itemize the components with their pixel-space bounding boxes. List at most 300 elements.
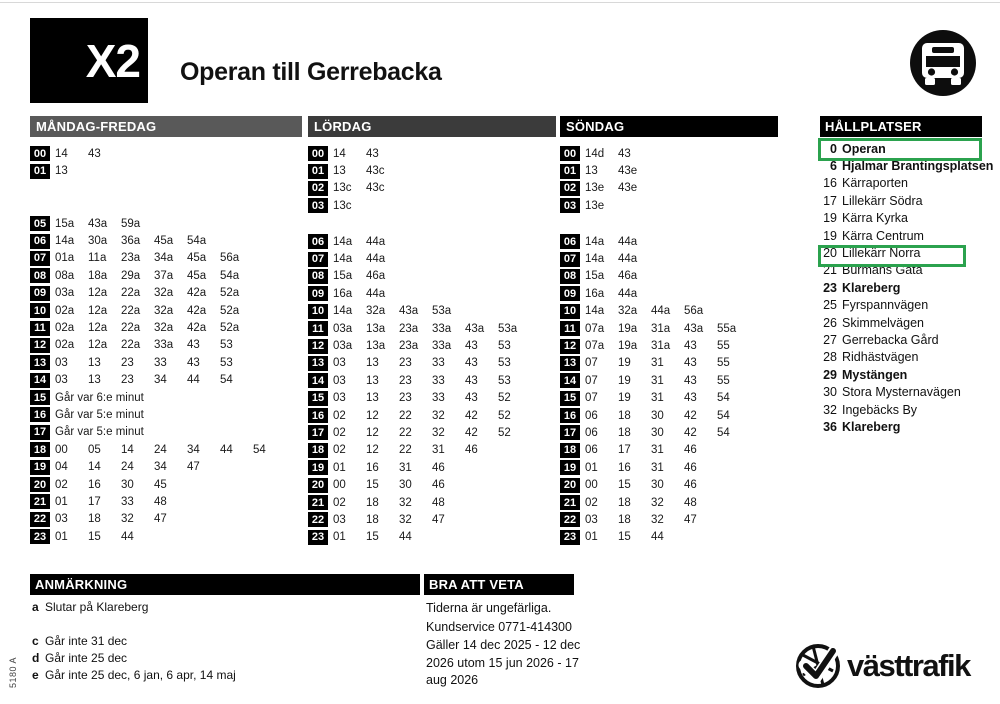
remark-text: Går inte 25 dec [45, 650, 128, 665]
minute-cell: 01 [585, 461, 598, 474]
stop-number: 26 [823, 315, 837, 330]
timetable-column-lordag [308, 116, 556, 544]
minute-cell: 46 [684, 479, 697, 492]
minute-cell: 53 [498, 374, 511, 387]
minute-cell: 08a [55, 269, 75, 282]
stop-item [820, 175, 998, 192]
remarks-list [32, 598, 236, 683]
timetable-row [308, 303, 556, 320]
hour-cell: 23 [30, 529, 50, 544]
minute-cell: 42 [465, 409, 478, 422]
stop-number: 16 [823, 176, 837, 191]
hour-cell: 12 [30, 338, 50, 353]
minute-cell: 43e [618, 165, 638, 178]
hour-cell: 07 [30, 251, 50, 266]
hour-cell: 06 [308, 234, 328, 249]
minute-cell: 14 [121, 443, 134, 456]
minute-cell: 02 [55, 478, 68, 491]
minute-cell: 05 [88, 443, 101, 456]
remarks-panel-title: ANMÄRKNING [30, 574, 420, 595]
minute-cell: 17 [88, 495, 101, 508]
stop-number: 17 [823, 193, 837, 208]
minute-cell: 30 [651, 426, 664, 439]
stop-name: Fyrspannvägen [842, 298, 929, 313]
timetable-row [30, 528, 302, 545]
minute-cell: 00 [55, 443, 68, 456]
minute-cell: 32a [154, 304, 174, 317]
minute-cell: 02a [55, 322, 75, 335]
minute-cell: 03 [55, 374, 68, 387]
minute-cell: 43 [684, 357, 697, 370]
timetable-row [30, 406, 302, 423]
bus-icon [908, 28, 978, 98]
minute-cell: 31 [651, 461, 664, 474]
minute-cell: 45a [187, 252, 207, 265]
minute-cell: 43a [399, 305, 419, 318]
timetable-row [308, 320, 556, 337]
stop-name: Lillekärr Norra [842, 246, 921, 261]
minute-cell: 33 [432, 374, 445, 387]
minute-cell: 43a [465, 322, 485, 335]
stop-name: Gerrebacka Gård [842, 332, 939, 347]
minute-cell: 43 [366, 147, 379, 160]
minute-cell: 15a [55, 217, 75, 230]
minute-cell: 32 [121, 513, 134, 526]
minute-cell: 06 [585, 409, 598, 422]
minute-cell: 03a [55, 287, 75, 300]
timetable-row [560, 320, 778, 337]
timetable-row [308, 494, 556, 511]
minute-cell: 14a [333, 235, 353, 248]
minute-cell: 22 [399, 409, 412, 422]
timetable-row [560, 285, 778, 302]
minute-cell: 23a [121, 252, 141, 265]
hour-cell: 12 [308, 339, 328, 354]
minute-cell: 18 [618, 426, 631, 439]
minute-cell: 16a [333, 287, 353, 300]
minute-cell: 13c [333, 199, 352, 212]
minute-cell: 14a [585, 305, 605, 318]
minute-cell: 54 [717, 426, 730, 439]
timetable-row [560, 145, 778, 162]
minute-cell: 18 [618, 409, 631, 422]
minute-cell: 15a [585, 270, 605, 283]
minute-cell: 00 [585, 479, 598, 492]
minute-cell: 03 [333, 513, 346, 526]
minute-cell: 30 [651, 409, 664, 422]
hour-cell: 01 [30, 164, 50, 179]
stop-item [820, 314, 998, 331]
minute-cell: 44a [366, 253, 386, 266]
hour-cell: 17 [560, 425, 580, 440]
minute-cell: 54 [220, 374, 233, 387]
hour-cell: 21 [30, 494, 50, 509]
minute-cell: 07 [585, 357, 598, 370]
timetable-row [308, 250, 556, 267]
stop-number: 32 [823, 402, 837, 417]
minute-cell: 01 [585, 531, 598, 544]
stop-number: 25 [823, 298, 837, 313]
minute-cell: 48 [432, 496, 445, 509]
stop-name: Ridhästvägen [842, 350, 919, 365]
info-line: Tiderna är ungefärliga. [426, 601, 552, 615]
minute-cell: 14 [55, 147, 68, 160]
minute-cell: 01 [55, 495, 68, 508]
timetable-row [308, 180, 556, 197]
minute-cell: 44a [618, 235, 638, 248]
minute-cell: 03 [55, 356, 68, 369]
timetable-row [30, 162, 302, 179]
hour-cell: 05 [30, 216, 50, 231]
minute-cell: 46 [684, 461, 697, 474]
stop-number: 19 [823, 228, 837, 243]
hour-cell: 11 [30, 321, 50, 336]
timetable-row [308, 162, 556, 179]
hour-cell: 19 [308, 460, 328, 475]
timetable-column-sondag [560, 116, 778, 544]
hour-cell: 02 [560, 181, 580, 196]
remark-code: a [32, 599, 39, 614]
hour-cell: 10 [308, 304, 328, 319]
timetable-row [560, 372, 778, 389]
timetable-row [30, 302, 302, 319]
timetable-row [30, 354, 302, 371]
timetable-section-early [308, 145, 556, 215]
remark-item [32, 632, 236, 649]
minute-cell: 02 [333, 409, 346, 422]
minute-cell: 52 [498, 392, 511, 405]
minute-cell: 32a [154, 322, 174, 335]
minute-cell: 42 [465, 426, 478, 439]
minute-cell: 47 [187, 461, 200, 474]
timetable-row [308, 390, 556, 407]
hour-cell: 23 [560, 530, 580, 545]
minute-cell: 15 [366, 531, 379, 544]
minute-cell: 53a [498, 322, 518, 335]
remark-code: c [32, 633, 39, 648]
stop-name: Operan [842, 141, 886, 156]
minute-cell: 30 [399, 479, 412, 492]
stop-item [820, 349, 998, 366]
minute-cell: 23 [399, 374, 412, 387]
minute-cell: 54 [253, 443, 266, 456]
stop-item [820, 210, 998, 227]
minute-cell: 12a [88, 287, 108, 300]
stop-name: Hjalmar Brantingsplatsen [842, 159, 994, 174]
minute-cell: 46a [618, 270, 638, 283]
stop-name: Kärraporten [842, 176, 909, 191]
stop-number: 6 [830, 159, 837, 174]
stop-number: 29 [823, 367, 837, 382]
hour-cell: 01 [308, 164, 328, 179]
timetable-row [30, 232, 302, 249]
minute-cell: 31 [651, 392, 664, 405]
stop-number: 36 [823, 419, 837, 434]
minute-cell: 33a [432, 322, 452, 335]
minute-cell: 22 [399, 426, 412, 439]
page-title: Operan till Gerrebacka [180, 58, 442, 86]
minute-cell: 44 [121, 530, 134, 543]
stop-name: Skimmelvägen [842, 315, 924, 330]
timetable-row [30, 493, 302, 510]
minute-cell: 43 [88, 147, 101, 160]
minute-cell: 13 [366, 374, 379, 387]
minute-cell: 46 [432, 461, 445, 474]
minute-cell: 45a [154, 235, 174, 248]
minute-cell: 31a [651, 340, 671, 353]
minute-cell: 02 [333, 426, 346, 439]
minute-cell: 16 [618, 461, 631, 474]
minute-cell: 03 [333, 392, 346, 405]
hour-cell: 09 [560, 286, 580, 301]
remark-item [32, 598, 236, 615]
minute-cell: 02 [333, 444, 346, 457]
minute-cell: 19 [618, 357, 631, 370]
minute-cell: 16a [585, 287, 605, 300]
hour-cell: 11 [560, 321, 580, 336]
stop-item [820, 383, 998, 400]
timetable-row [560, 424, 778, 441]
minute-cell: 13 [333, 165, 346, 178]
minute-cell: 30 [651, 479, 664, 492]
hour-cell: 18 [308, 443, 328, 458]
minute-cell: 18 [88, 513, 101, 526]
minute-cell: 43 [465, 392, 478, 405]
frequency-note: Går var 5:e minut [55, 426, 144, 439]
minute-cell: 14a [585, 235, 605, 248]
minute-cell: 03 [333, 374, 346, 387]
minute-cell: 31 [651, 444, 664, 457]
minute-cell: 02 [585, 496, 598, 509]
timetable-section-early [30, 145, 302, 180]
timetable-row [30, 267, 302, 284]
minute-cell: 22 [399, 444, 412, 457]
minute-cell: 55 [717, 340, 730, 353]
minute-cell: 22a [121, 304, 141, 317]
timetable-row [560, 390, 778, 407]
minute-cell: 54a [187, 235, 207, 248]
timetable-row [560, 337, 778, 354]
minute-cell: 47 [432, 513, 445, 526]
timetable-row [30, 285, 302, 302]
minute-cell: 31 [651, 357, 664, 370]
minute-cell: 47 [684, 513, 697, 526]
remark-item [32, 666, 236, 683]
minute-cell: 44 [187, 374, 200, 387]
stop-item [820, 192, 998, 209]
remark-text: Slutar på Klareberg [45, 599, 149, 614]
timetable-row [560, 268, 778, 285]
hour-cell: 13 [30, 355, 50, 370]
hour-cell: 03 [560, 198, 580, 213]
minute-cell: 32 [399, 513, 412, 526]
minute-cell: 47 [154, 513, 167, 526]
minute-cell: 32 [651, 513, 664, 526]
minute-cell: 42a [187, 322, 207, 335]
timetable-row [560, 407, 778, 424]
minute-cell: 18 [618, 513, 631, 526]
vasttrafik-wheel-check-icon [793, 641, 843, 691]
hour-cell: 01 [560, 164, 580, 179]
minute-cell: 53a [432, 305, 452, 318]
day-header: MÅNDAG-FREDAG [30, 116, 302, 137]
timetable-row [308, 459, 556, 476]
stop-name: Klareberg [842, 280, 901, 295]
minute-cell: 44a [618, 287, 638, 300]
hour-cell: 21 [308, 495, 328, 510]
minute-cell: 23 [399, 392, 412, 405]
minute-cell: 01 [333, 531, 346, 544]
minute-cell: 15 [366, 479, 379, 492]
hour-cell: 15 [560, 391, 580, 406]
minute-cell: 13e [585, 199, 605, 212]
minute-cell: 43a [684, 322, 704, 335]
minute-cell: 14d [585, 147, 605, 160]
stop-number: 28 [823, 350, 837, 365]
minute-cell: 55 [717, 374, 730, 387]
hour-cell: 19 [560, 460, 580, 475]
minute-cell: 12 [366, 444, 379, 457]
timetable-row [560, 459, 778, 476]
minute-cell: 46 [432, 479, 445, 492]
minute-cell: 02 [333, 496, 346, 509]
minute-cell: 37a [154, 269, 174, 282]
stop-item [820, 331, 998, 348]
timetable-section-main [560, 233, 778, 546]
minute-cell: 12 [366, 409, 379, 422]
minute-cell: 15a [333, 270, 353, 283]
minute-cell: 48 [684, 496, 697, 509]
stop-item [820, 279, 998, 296]
minute-cell: 07 [585, 374, 598, 387]
stop-item [820, 262, 998, 279]
minute-cell: 46a [366, 270, 386, 283]
minute-cell: 34 [154, 374, 167, 387]
timetable-row [308, 476, 556, 493]
minute-cell: 56a [220, 252, 240, 265]
stop-item [820, 297, 998, 314]
day-header: SÖNDAG [560, 116, 778, 137]
timetable-row [308, 268, 556, 285]
minute-cell: 15 [618, 479, 631, 492]
stop-item [820, 157, 998, 174]
hour-cell: 19 [30, 460, 50, 475]
minute-cell: 22a [121, 322, 141, 335]
timetable-row [560, 250, 778, 267]
minute-cell: 53 [220, 356, 233, 369]
hour-cell: 21 [560, 495, 580, 510]
timetable-row [30, 145, 302, 162]
minute-cell: 23 [121, 374, 134, 387]
timetable-row [560, 442, 778, 459]
minute-cell: 53 [498, 357, 511, 370]
minute-cell: 42a [187, 304, 207, 317]
stop-name: Burmans Gata [842, 263, 923, 278]
minute-cell: 23 [399, 357, 412, 370]
minute-cell: 31a [651, 322, 671, 335]
minute-cell: 31 [399, 461, 412, 474]
hour-cell: 13 [560, 356, 580, 371]
stop-name: Kärra Kyrka [842, 211, 908, 226]
hour-cell: 20 [560, 478, 580, 493]
minute-cell: 33 [121, 495, 134, 508]
hour-cell: 09 [308, 286, 328, 301]
timetable-row [308, 145, 556, 162]
minute-cell: 03a [333, 322, 353, 335]
minute-cell: 30a [88, 235, 108, 248]
minute-cell: 33a [432, 340, 452, 353]
minute-cell: 42 [684, 409, 697, 422]
timetable-row [560, 233, 778, 250]
stop-number: 20 [823, 246, 837, 261]
hour-cell: 15 [308, 391, 328, 406]
minute-cell: 52a [220, 287, 240, 300]
timetable-row [560, 162, 778, 179]
minute-cell: 15 [88, 530, 101, 543]
minute-cell: 07a [585, 322, 605, 335]
minute-cell: 19 [618, 374, 631, 387]
minute-cell: 31 [651, 374, 664, 387]
hour-cell: 03 [308, 198, 328, 213]
minute-cell: 34 [154, 461, 167, 474]
info-line: Gäller 14 dec 2025 - 12 dec 2026 utom 15 jun 2026 - 17 aug 2026 [426, 638, 581, 687]
remark-text: Går inte 31 dec [45, 633, 128, 648]
minute-cell: 01a [55, 252, 75, 265]
timetable-row [30, 319, 302, 336]
minute-cell: 16 [366, 461, 379, 474]
stop-name: Klareberg [842, 419, 901, 434]
timetable-row [30, 458, 302, 475]
timetable-row [560, 529, 778, 546]
minute-cell: 13a [366, 322, 386, 335]
timetable-row [560, 476, 778, 493]
timetable-row [308, 233, 556, 250]
minute-cell: 43 [684, 392, 697, 405]
minute-cell: 12a [88, 322, 108, 335]
minute-cell: 34 [187, 443, 200, 456]
minute-cell: 44a [366, 235, 386, 248]
timetable-row [30, 511, 302, 528]
minute-cell: 32 [651, 496, 664, 509]
minute-cell: 55 [717, 357, 730, 370]
vasttrafik-logo-text: västtrafik [847, 648, 970, 683]
hour-cell: 13 [308, 356, 328, 371]
stop-item [820, 401, 998, 418]
hour-cell: 20 [308, 478, 328, 493]
minute-cell: 02a [55, 339, 75, 352]
hour-cell: 15 [30, 390, 50, 405]
minute-cell: 43 [465, 374, 478, 387]
minute-cell: 24 [121, 461, 134, 474]
remarks-gap [32, 615, 236, 632]
hour-cell: 11 [308, 321, 328, 336]
hour-cell: 00 [560, 146, 580, 161]
stop-name: Kärra Centrum [842, 228, 924, 243]
timetable-row [308, 424, 556, 441]
hour-cell: 08 [560, 269, 580, 284]
minute-cell: 03 [333, 357, 346, 370]
stop-item [820, 227, 998, 244]
minute-cell: 17 [618, 444, 631, 457]
frequency-note: Går var 6:e minut [55, 391, 144, 404]
minute-cell: 32 [432, 409, 445, 422]
stop-item [820, 244, 998, 261]
minute-cell: 32a [366, 305, 386, 318]
minute-cell: 54 [717, 392, 730, 405]
hour-cell: 14 [30, 373, 50, 388]
timetable-row [30, 337, 302, 354]
minute-cell: 22a [121, 339, 141, 352]
